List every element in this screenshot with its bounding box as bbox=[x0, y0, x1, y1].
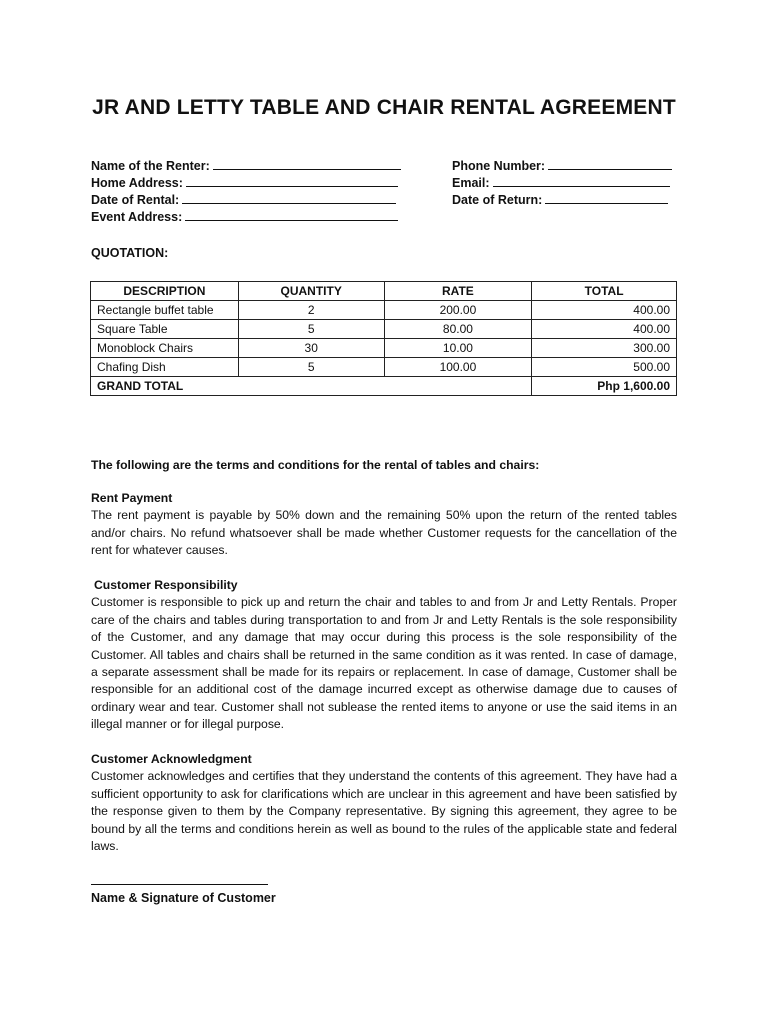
row-description: Monoblock Chairs bbox=[91, 339, 239, 358]
row-description: Rectangle buffet table bbox=[91, 301, 239, 320]
rent-payment-section bbox=[91, 490, 677, 560]
responsibility-text: Customer is responsible to pick up and return the chair and tables to and from Jr and Letty Rentals. Proper care of the chairs and tables during transportation to and from Jr and Letty Rentals is the sole responsibility of the Customer, and any damage that may occur during this process is the sole responsibility of the Customer. All tables and chairs shall be returned in the same condition as it was rented. In case of damage, a separate assessment shall be made for its repairs or replacement. In case of damage, Customer shall be responsible for an additional cost of the damage incurred except as otherwise damage due to causes of ordinary wear and tear. Customer shall not sublease the rented items to anyone or use the said items in an illegal manner or for illegal purpose. bbox=[91, 595, 677, 732]
date-of-return-blank[interactable] bbox=[545, 191, 668, 204]
signature-line[interactable] bbox=[91, 884, 268, 885]
row-description: Chafing Dish bbox=[91, 358, 239, 377]
header-quantity: QUANTITY bbox=[238, 282, 384, 301]
row-description: Square Table bbox=[91, 320, 239, 339]
home-address-field[interactable] bbox=[91, 174, 398, 192]
renter-name-field[interactable] bbox=[91, 157, 401, 175]
event-address-blank[interactable] bbox=[185, 208, 398, 221]
quotation-table bbox=[90, 281, 677, 396]
quotation-label: QUOTATION: bbox=[91, 246, 169, 260]
header-rate: RATE bbox=[384, 282, 532, 301]
date-of-rental-field[interactable] bbox=[91, 191, 396, 209]
email-field[interactable] bbox=[452, 174, 670, 192]
phone-number-blank[interactable] bbox=[548, 157, 672, 170]
table-row bbox=[91, 339, 677, 358]
row-total: 400.00 bbox=[532, 301, 677, 320]
date-of-rental-label: Date of Rental: bbox=[91, 193, 180, 207]
table-row bbox=[91, 320, 677, 339]
event-address-field[interactable] bbox=[91, 208, 398, 226]
home-address-label: Home Address: bbox=[91, 176, 183, 190]
row-total: 500.00 bbox=[532, 358, 677, 377]
date-of-return-label: Date of Return: bbox=[452, 193, 543, 207]
home-address-blank[interactable] bbox=[186, 174, 398, 187]
header-description: DESCRIPTION bbox=[91, 282, 239, 301]
table-header-row bbox=[91, 282, 677, 301]
table-row bbox=[91, 301, 677, 320]
grand-total-label: GRAND TOTAL bbox=[91, 377, 532, 396]
date-of-rental-blank[interactable] bbox=[182, 191, 396, 204]
row-quantity: 30 bbox=[238, 339, 384, 358]
renter-name-blank[interactable] bbox=[213, 157, 401, 170]
phone-number-label: Phone Number: bbox=[452, 159, 546, 173]
grand-total-row bbox=[91, 377, 677, 396]
responsibility-heading: Customer Responsibility bbox=[94, 578, 238, 592]
row-total: 300.00 bbox=[532, 339, 677, 358]
row-quantity: 5 bbox=[238, 320, 384, 339]
document-title: JR AND LETTY TABLE AND CHAIR RENTAL AGREEMENT bbox=[92, 96, 676, 119]
rent-payment-text: The rent payment is payable by 50% down and the remaining 50% upon the return of the rented tables and/or chairs. No refund whatsoever shall be made whether Customer requests for the cancellation of the rent for whatever causes. bbox=[91, 508, 677, 558]
email-blank[interactable] bbox=[493, 174, 670, 187]
responsibility-section bbox=[91, 577, 677, 734]
rent-payment-heading: Rent Payment bbox=[91, 491, 173, 505]
row-rate: 100.00 bbox=[384, 358, 532, 377]
table-row bbox=[91, 358, 677, 377]
row-rate: 10.00 bbox=[384, 339, 532, 358]
signature-label: Name & Signature of Customer bbox=[91, 891, 276, 905]
grand-total-value: Php 1,600.00 bbox=[532, 377, 677, 396]
phone-number-field[interactable] bbox=[452, 157, 672, 175]
terms-intro: The following are the terms and conditions for the rental of tables and chairs: bbox=[91, 458, 540, 472]
event-address-label: Event Address: bbox=[91, 210, 183, 224]
acknowledgment-text: Customer acknowledges and certifies that they understand the contents of this agreement. They have had a sufficient opportunity to ask for clarifications which are unclear in this agreement and have been satisfied by the response given to them by the Company representative. By signing this agreement, they agree to be bound by all the terms and conditions herein as well as bound to the rules of the applicable state and federal laws. bbox=[91, 769, 677, 854]
row-rate: 200.00 bbox=[384, 301, 532, 320]
header-total: TOTAL bbox=[532, 282, 677, 301]
row-quantity: 2 bbox=[238, 301, 384, 320]
row-total: 400.00 bbox=[532, 320, 677, 339]
row-rate: 80.00 bbox=[384, 320, 532, 339]
acknowledgment-heading: Customer Acknowledgment bbox=[91, 752, 252, 766]
row-quantity: 5 bbox=[238, 358, 384, 377]
renter-name-label: Name of the Renter: bbox=[91, 159, 210, 173]
acknowledgment-section bbox=[91, 751, 677, 855]
date-of-return-field[interactable] bbox=[452, 191, 668, 209]
email-label: Email: bbox=[452, 176, 490, 190]
